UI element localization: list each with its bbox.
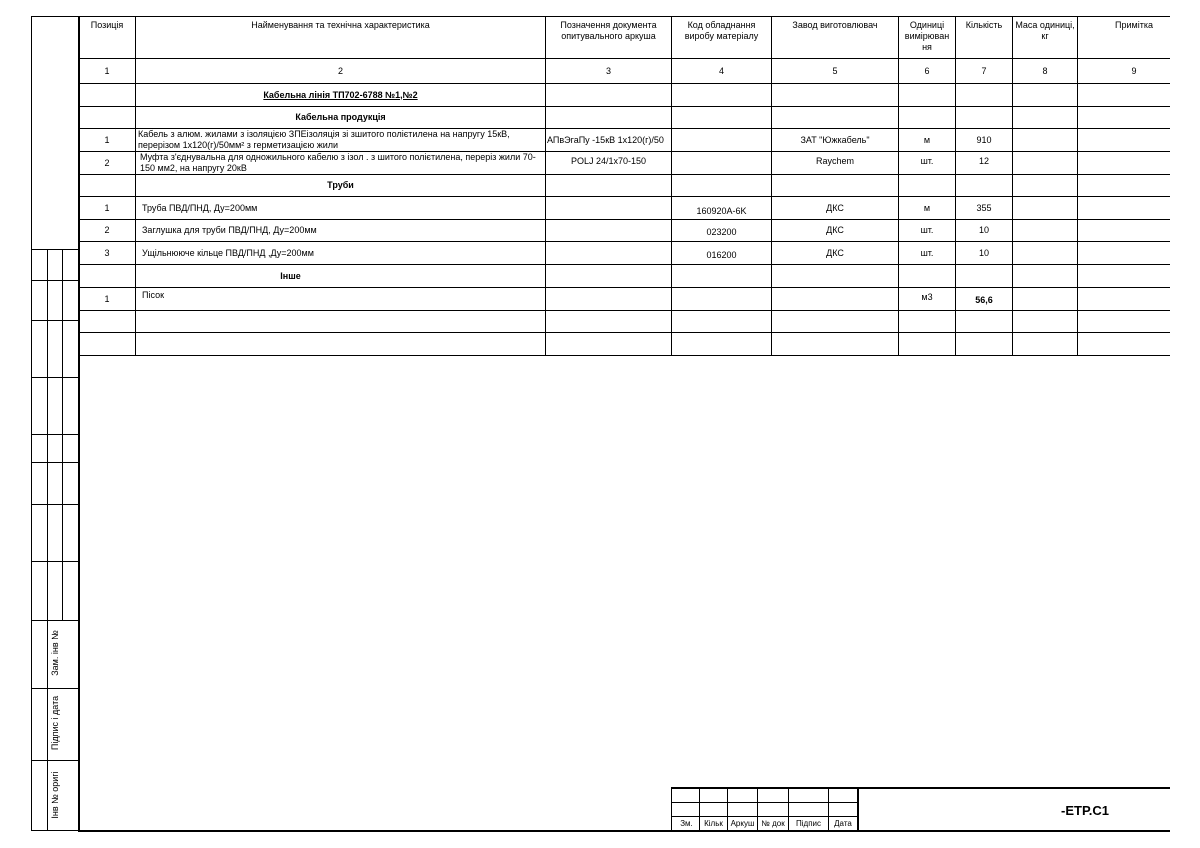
frame-top [78,16,1170,17]
row2-name: Муфта з'єднувальна для одножильного кабелю з ізол . з шитого полієтилена, переріз жили 70-150 мм2, на напругу 20кВ [140,152,536,173]
row1-pos: 1 [104,134,110,145]
side-col-1 [47,249,48,831]
section-other: Інше [280,270,301,281]
row4-pos: 2 [104,225,110,235]
row-line-r12 [78,355,1170,356]
header-name: Найменування та технічна характеристика [251,20,430,30]
row1-unit: м [923,134,931,145]
row5-name: Ущільнююче кільце ПВД/ПНД ,Ду=200мм [142,247,314,258]
header-mass: Маса одиниці, кг [1015,20,1075,41]
header-maker: Завод виготовлювач [792,20,878,30]
side-row-1 [31,249,79,250]
row6-unit: м3 [921,291,933,302]
col-num-1: 1 [104,65,110,76]
document-code: -ЕТР.С1 [1061,803,1109,818]
row1-doc: АПвЭгаПу -15кВ 1х120(г)/50 [547,134,664,145]
side-row-5 [31,434,79,435]
row6-name: Пісок [142,290,165,300]
row4-maker: ДКС [826,225,844,235]
tb-label-zm: Зм. [680,819,693,828]
row5-pos: 3 [104,247,110,258]
row-line-r9 [78,287,1170,288]
header-unit: Одиниці вимірюван ня [904,20,950,52]
side-col-2 [62,249,63,621]
side-row-8 [31,561,79,562]
side-row-9 [31,620,79,621]
row3-maker: ДКС [826,202,844,213]
row2-unit: шт. [920,156,934,166]
header-doc: Позначення документа опитувального аркуша [560,20,657,41]
row2-doc: POLJ 24/1x70-150 [570,156,647,166]
row3-unit: м [923,202,931,213]
frame-bottom [78,830,1170,832]
row5-maker: ДКС [826,247,844,258]
row3-pos: 1 [104,202,110,213]
left-margin-bottom [31,830,79,831]
tb-top [671,787,1170,789]
tb-v-main [857,787,859,831]
row2-pos: 2 [104,157,110,168]
row-line-r11 [78,332,1170,333]
tb-label-nodok: № док [761,819,785,828]
col-num-5: 5 [832,65,838,76]
section-pipes: Труби [327,180,354,190]
row3-name: Труба ПВД/ПНД, Ду=200мм [142,202,258,213]
tb-label-kilk: Кільк [704,819,723,828]
side-pidpys: Підпис і дата [50,695,60,751]
row3-code: 160920A-6K [696,205,747,216]
tb-label-pidpys: Підпис [796,819,821,828]
side-inv-orig: Інв № оригі [50,771,60,819]
row1-name: Кабель з алюм. жилами з ізоляцією ЗПЕізоляція зі зшитого полієтилена на напругу 15кВ, перерізом 1х120(г)/50мм² з герметизацією жили [138,129,510,150]
header-code: Код обладнання виробу матеріалу [684,20,759,41]
row5-qty: 10 [978,247,989,258]
side-row-3 [31,320,79,321]
side-zam-inv: Зам. інв № [50,630,60,676]
row1-qty: 910 [976,134,992,145]
row3-qty: 355 [976,202,992,213]
col-num-9: 9 [1131,65,1137,76]
header-position: Позиція [90,20,124,30]
row2-qty: 12 [978,156,989,166]
side-row-4 [31,377,79,378]
col-num-4: 4 [718,65,724,76]
row5-unit: шт. [920,247,934,258]
row4-code: 023200 [706,227,737,237]
col-num-8: 8 [1042,65,1048,76]
col-num-7: 7 [981,65,987,76]
col-num-6: 6 [924,65,930,76]
section-cable: Кабельна продукція [295,112,386,122]
tb-h2 [671,816,857,817]
header-qty: Кількість [965,20,1003,30]
side-row-2 [31,280,79,281]
left-margin-line [31,16,32,831]
side-row-7 [31,504,79,505]
row2-maker: Raychem [815,156,854,166]
tb-label-arkush: Аркуш [730,819,755,828]
row6-qty: 56,6 [975,294,993,305]
col-num-2: 2 [337,65,343,76]
tb-h1 [671,802,857,803]
header-note: Примітка [1115,20,1153,30]
side-row-6 [31,462,79,463]
col-num-3: 3 [605,65,611,76]
row1-maker: ЗАТ "Южкабель" [800,134,870,145]
row6-pos: 1 [104,293,110,304]
tb-left [671,787,672,831]
row4-name: Заглушка для труби ПВД/ПНД, Ду=200мм [142,225,317,235]
row4-qty: 10 [978,225,989,235]
table-title: Кабельна лінія ТП702-6788 №1,№2 [263,89,418,100]
tb-label-data: Дата [834,819,852,828]
left-margin-top [31,16,79,17]
row5-code: 016200 [706,249,737,260]
row4-unit: шт. [920,225,934,235]
